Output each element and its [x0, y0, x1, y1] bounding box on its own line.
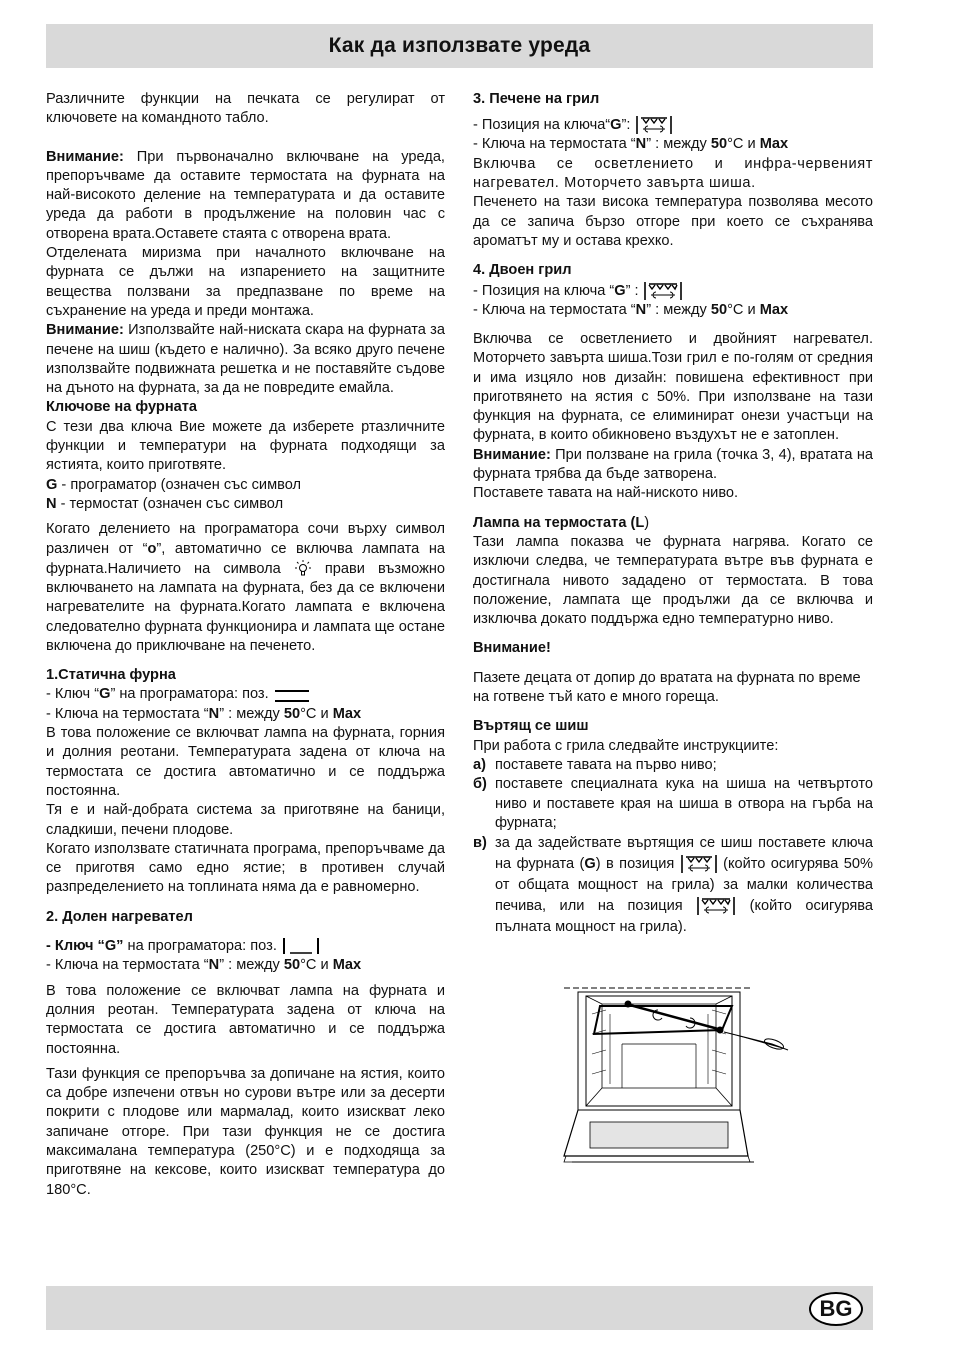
- g-key-label: G: [46, 476, 58, 493]
- lamp-text-3: прави възможно включването на лампата на фурната, без да се включени нагревателите на фурната.Когато лампата е включена следователно фурната функционира и лампата ще остане включена до приключване на печенето.: [46, 560, 446, 654]
- text: (който осигурява 50% от общата мощност на грила) за малки количества печива, или на позиция: [495, 856, 873, 915]
- text: °C и: [300, 957, 333, 974]
- n-label: N: [635, 136, 647, 153]
- g-label: G: [99, 686, 111, 703]
- section-3-paragraph-1: Включва се осветлението и инфра-червеният нагревател. Моторчето завърта шиша.: [473, 155, 873, 192]
- section-1-paragraph-2: Тя е и най-добрата система за приготвяне на баници, сладкиши, печени плодове.: [46, 802, 445, 838]
- text: - Ключ: [46, 938, 98, 955]
- temp-min: 50: [710, 136, 728, 153]
- double-grill-icon: [643, 281, 683, 301]
- temp-max: Max: [759, 301, 789, 318]
- text: (който осигурява пълната мощност на грила).: [495, 898, 873, 936]
- text: - Позиция на ключа“: [473, 117, 611, 134]
- intro-paragraph: Различните функции на печката се регулират от ключовете на командното табло.: [46, 91, 445, 127]
- lamp-text-1: Когато делението на програматора сочи върху символ различен от “: [46, 521, 445, 557]
- list-marker: б): [473, 776, 487, 793]
- warning-heading: Внимание!: [473, 640, 551, 657]
- list-text: поставете тавата на първо ниво;: [495, 756, 717, 773]
- grill-icon: [635, 115, 673, 135]
- n-label: N: [208, 705, 220, 722]
- rotisserie-step-b: [473, 775, 873, 833]
- text: - Позиция на ключа “: [473, 282, 615, 299]
- text: ): [644, 514, 650, 531]
- attention-label: Внимание:: [473, 446, 551, 463]
- text: ” : между: [646, 136, 711, 153]
- temp-max: Max: [759, 136, 789, 153]
- section-2-paragraph-2: Тази функция се препоръчва за допичане на ястия, които са добре изпечени отвън но сурови вътре или за десерти покрити с плодове или мармалад, които изискват леко запичане отгоре. При тази функция не се достига максималана температура (250°C) и е подходяща за приготвяне на кексове, които изискват температура до 180°C.: [46, 1065, 445, 1198]
- left-column: [46, 90, 445, 1200]
- n-label: N: [208, 957, 220, 974]
- section-4-key-g-line: [473, 281, 873, 301]
- text: - Ключа на термостата “: [46, 957, 209, 974]
- thermostat-lamp-heading: [473, 514, 873, 533]
- list-text: [495, 833, 873, 938]
- attention-text: При ползване на грила (точка 3, 4), вратата на фурната трябва да бъде затворена.: [473, 446, 873, 483]
- page-footer-bar: [46, 1286, 873, 1330]
- section-4-paragraph-1: Включва се осветлението и двойният нагревател. Моторчето завърта шиша.Този грил е по-голям от средния и има изцяло нов дизайн: повишена ефективност при приготвянето на ястия с 50%. При използване на тази функция на фурната, се елиминират онези участъци на фурната, в които обикновено въздухът не е затоплен.: [473, 330, 873, 444]
- lamp-icon: [294, 559, 312, 579]
- attention-label: Внимание:: [46, 322, 124, 339]
- n-key-text: - термостат (означен със символ: [56, 495, 284, 512]
- right-column: [473, 90, 873, 938]
- text: °C и: [300, 705, 333, 722]
- bottom-heater-icon: [281, 937, 321, 955]
- text: ” :: [625, 282, 643, 299]
- text: ” : между: [219, 705, 284, 722]
- section-4-heading: 4. Двоен грил: [473, 262, 572, 279]
- section-2-key-n-line: [46, 956, 445, 975]
- section-1-key-g-line: [46, 685, 445, 704]
- list-marker: в): [473, 835, 487, 852]
- text: на програматора: поз.: [123, 938, 281, 955]
- lamp-o-symbol: o: [147, 540, 157, 557]
- section-3-key-n-line: [473, 135, 873, 154]
- section-1-paragraph-3: Когато използвате статичната програма, препоръчваме да се приготвя само едно ястие; в противен случай разпределението на топлината няма да е равномерно.: [46, 840, 445, 896]
- rotisserie-step-a: [473, 756, 873, 775]
- text: - Ключ “: [46, 686, 100, 703]
- temp-min: 50: [283, 957, 301, 974]
- static-oven-icon: [273, 687, 311, 703]
- n-key-line: [46, 495, 445, 514]
- list-marker: а): [473, 756, 486, 773]
- section-2-paragraph-1: В това положение се включват лампа на фурната и долния реотан. Температурата задена от ключа на термостата се достига автоматично и се поддържа постоянна.: [46, 982, 445, 1057]
- keys-heading: Ключове на фурната: [46, 399, 198, 416]
- temp-max: Max: [332, 705, 362, 722]
- section-4-attention: [473, 446, 873, 485]
- text: Лампа на термостата (: [473, 514, 636, 531]
- g-label: “G”: [97, 938, 124, 955]
- n-label: N: [635, 301, 647, 318]
- text: ) в позиция: [595, 856, 680, 873]
- rotisserie-step-c: [473, 833, 873, 938]
- temp-max: Max: [332, 957, 362, 974]
- list-text: поставете специалната кука на шиша на четвъртото ниво и поставете края на шиша в отвора на гърба на фурната;: [495, 776, 873, 831]
- section-2-heading: 2. Долен нагревател: [46, 908, 193, 925]
- attention-text: Използвайте най-ниската скара на фурната за печене на шиш (където е налично). За всяко друго печене използвайте подвижната решетка и не поставяйте съдове на дъното на фурната, за да не повредите емайла.: [46, 322, 445, 397]
- section-3-heading: 3. Печене на грил: [473, 91, 600, 107]
- rotisserie-heading: Въртящ се шиш: [473, 718, 589, 735]
- text: °C и: [727, 301, 760, 318]
- section-4-key-n-line: [473, 301, 873, 320]
- page-title: Как да използвате уреда: [328, 34, 591, 57]
- attention-text: При първоначално включване на уреда, препоръчваме да оставите термостата на фурната на най-високото деление на температурата и да оставите уреда да работи в продължение на половин час с отворена врата.Оставете стаята с отворена врата.: [46, 148, 445, 242]
- g-label: G: [614, 282, 626, 299]
- attention-paragraph-2: [46, 321, 445, 398]
- text: °C и: [727, 136, 760, 153]
- oven-rotisserie-illustration: [562, 984, 792, 1166]
- section-1-heading: 1.Статична фурна: [46, 667, 176, 684]
- text: ” : между: [646, 301, 711, 318]
- text: - Ключа на термостата “: [473, 301, 636, 318]
- warning-paragraph: Пазете децата от допир до вратата на фурната по време на готвене тъй като е много гореща.: [473, 669, 861, 706]
- lamp-paragraph: [46, 520, 445, 656]
- thermostat-lamp-paragraph: Тази лампа показва че фурната нагрява. Когато се изключи следва, че температурата вътре във фурната е достигнала нивото зададено от термостата. В това положение, лампата ще продължи да се включва и изключва докато поддържа едно температурно ниво.: [473, 533, 873, 628]
- grill-icon: [680, 854, 718, 874]
- attention-label: Внимание:: [46, 148, 124, 165]
- lamp-text-2: ”, автоматично се включва лампата на фурната.Наличието на символа: [46, 540, 445, 577]
- temp-min: 50: [710, 301, 728, 318]
- section-2-key-g-line: [46, 937, 445, 956]
- page-title-bar: [46, 24, 873, 68]
- rotisserie-intro: При работа с грила следвайте инструкциите:: [473, 737, 779, 754]
- g-key-line: [46, 476, 445, 495]
- section-3-key-g-line: [473, 115, 873, 135]
- section-1-paragraph-1: В това положение се включват лампа на фурната, горния и долния реотани. Температурата задена от ключа на термостата се достига автоматично и се поддържа постоянна.: [46, 725, 445, 799]
- language-badge: BG: [809, 1292, 863, 1326]
- text: за да задействате въртящия се шиш поставете ключа на фурната (: [495, 835, 873, 873]
- section-4-paragraph-2: Поставете тавата на най-ниското ниво.: [473, 485, 739, 502]
- section-3-paragraph-2: Печенето на тази висока температура позволява месото да се запича бързо отгоре при което се съхранява ароматът му и остава крехко.: [473, 194, 873, 249]
- text: ”:: [621, 117, 635, 134]
- g-label: G: [584, 856, 596, 873]
- text: - Ключа на термостата “: [473, 136, 636, 153]
- l-label: L: [635, 514, 645, 531]
- g-label: G: [610, 117, 622, 134]
- n-key-label: N: [46, 495, 57, 512]
- keys-paragraph: С тези два ключа Вие можете да изберете ртазличните функции и температури на фурната подходящи за ястията, които приготвяте.: [46, 418, 445, 474]
- text: ” : между: [219, 957, 284, 974]
- section-1-key-n-line: [46, 705, 445, 724]
- temp-min: 50: [283, 705, 301, 722]
- attention-paragraph-1: [46, 148, 445, 244]
- double-grill-icon: [696, 896, 736, 916]
- text: - Ключа на термостата “: [46, 705, 209, 722]
- text: ” на програматора: поз.: [110, 686, 273, 703]
- g-key-text: - програматор (означен със символ: [57, 476, 301, 493]
- smell-paragraph: Отделената миризма при началното включване на фурната се дължи на изпарението на защитните вещества ползвани за предпазване по време на съхранение на уреда и преди монтажа.: [46, 245, 445, 319]
